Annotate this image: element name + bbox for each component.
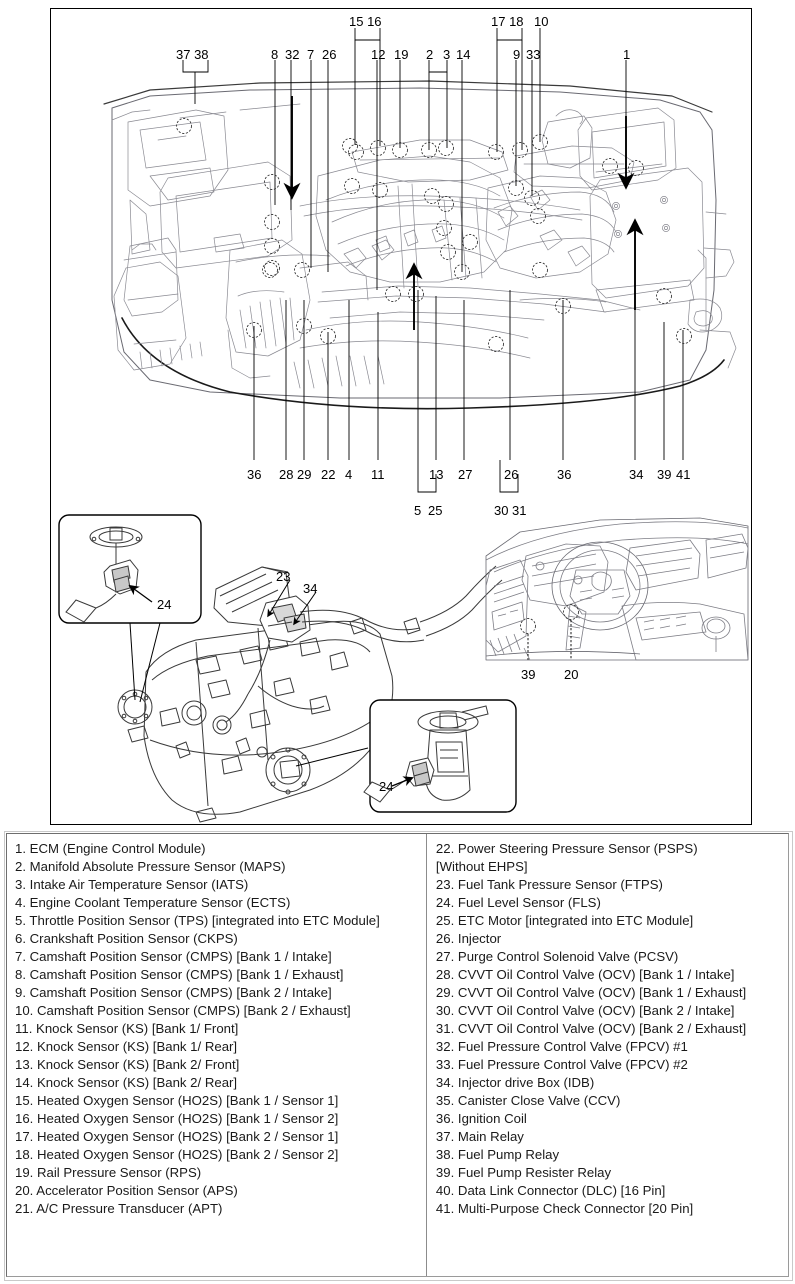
legend-item: 16. Heated Oxygen Sensor (HO2S) [Bank 1 / Sensor 2] (15, 1111, 339, 1126)
callout-26-top: 26 (322, 47, 337, 62)
callout-24-left: 24 (157, 597, 172, 612)
legend-item: 4. Engine Coolant Temperature Sensor (ECTS) (15, 895, 291, 910)
callout-7: 7 (307, 47, 315, 62)
legend-item: 35. Canister Close Valve (CCV) (435, 1093, 621, 1108)
callout-3: 3 (443, 47, 451, 62)
callout-9: 9 (513, 47, 521, 62)
callout-32: 32 (285, 47, 300, 62)
legend-item: 18. Heated Oxygen Sensor (HO2S) [Bank 2 / Sensor 2] (15, 1147, 339, 1162)
callout-37-38: 37 38 (176, 47, 209, 62)
legend-item: 32. Fuel Pressure Control Valve (FPCV) #1 (435, 1039, 688, 1054)
legend-item: 24. Fuel Level Sensor (FLS) (435, 895, 601, 910)
legend-item: 13. Knock Sensor (KS) [Bank 2/ Front] (15, 1057, 240, 1072)
callout-14: 14 (456, 47, 471, 62)
legend-item: 39. Fuel Pump Resister Relay (435, 1165, 612, 1180)
legend-item: 30. CVVT Oil Control Valve (OCV) [Bank 2 / Intake] (435, 1003, 735, 1018)
legend-item: 38. Fuel Pump Relay (435, 1147, 560, 1162)
callout-36-left: 36 (247, 467, 262, 482)
callout-33: 33 (526, 47, 541, 62)
legend-item: 23. Fuel Tank Pressure Sensor (FTPS) (435, 877, 663, 892)
legend-item: 9. Camshaft Position Sensor (CMPS) [Bank 2 / Intake] (15, 985, 332, 1000)
callout-20: 20 (564, 667, 579, 682)
callout-36-right: 36 (557, 467, 572, 482)
callout-1: 1 (623, 47, 631, 62)
legend-item: 5. Throttle Position Sensor (TPS) [integrated into ETC Module] (15, 913, 380, 928)
callout-41: 41 (676, 467, 691, 482)
callout-39-interior: 39 (521, 667, 536, 682)
callout-39-engine: 39 (657, 467, 672, 482)
legend-item: 27. Purge Control Solenoid Valve (PCSV) (435, 949, 679, 964)
callout-23: 23 (276, 569, 291, 584)
legend-column-left (7, 834, 427, 1276)
legend-item: 11. Knock Sensor (KS) [Bank 1/ Front] (15, 1021, 239, 1036)
callout-10: 10 (534, 14, 549, 29)
callout-24-right: 24 (379, 779, 394, 794)
legend-item: 25. ETC Motor [integrated into ETC Module] (435, 913, 694, 928)
legend-item: 29. CVVT Oil Control Valve (OCV) [Bank 1 / Exhaust] (435, 985, 747, 1000)
callout-8: 8 (271, 47, 279, 62)
callout-34-engine: 34 (629, 467, 644, 482)
legend-item: 20. Accelerator Position Sensor (APS) (15, 1183, 238, 1198)
legend-item: 8. Camshaft Position Sensor (CMPS) [Bank 1 / Exhaust] (15, 967, 344, 982)
legend-item: 22. Power Steering Pressure Sensor (PSPS) (435, 841, 698, 856)
legend-item: 36. Ignition Coil (435, 1111, 527, 1126)
callout-12: 12 (371, 47, 386, 62)
legend-item: 15. Heated Oxygen Sensor (HO2S) [Bank 1 / Sensor 1] (15, 1093, 339, 1108)
legend-column-right (427, 834, 788, 1276)
callout-5: 5 (414, 503, 422, 518)
legend-item: 21. A/C Pressure Transducer (APT) (15, 1201, 223, 1216)
legend-item-note: [Without EHPS] (435, 859, 528, 874)
callout-27: 27 (458, 467, 473, 482)
legend-item: 14. Knock Sensor (KS) [Bank 2/ Rear] (15, 1075, 238, 1090)
callout-22: 22 (321, 467, 336, 482)
callout-13: 13 (429, 467, 444, 482)
component-legend-table (6, 833, 789, 1277)
callout-28: 28 (279, 467, 294, 482)
callout-29: 29 (297, 467, 312, 482)
legend-item: 41. Multi-Purpose Check Connector [20 Pin] (435, 1201, 694, 1216)
callout-34-fuel: 34 (303, 581, 318, 596)
callout-17-18: 17 18 (491, 14, 524, 29)
legend-item: 31. CVVT Oil Control Valve (OCV) [Bank 2 / Exhaust] (435, 1021, 747, 1036)
legend-item: 34. Injector drive Box (IDB) (435, 1075, 595, 1090)
legend-item: 3. Intake Air Temperature Sensor (IATS) (15, 877, 249, 892)
callout-2: 2 (426, 47, 434, 62)
legend-item: 19. Rail Pressure Sensor (RPS) (15, 1165, 202, 1180)
callout-4: 4 (345, 467, 353, 482)
legend-item: 7. Camshaft Position Sensor (CMPS) [Bank 1 / Intake] (15, 949, 332, 964)
legend-item: 28. CVVT Oil Control Valve (OCV) [Bank 1 / Intake] (435, 967, 735, 982)
legend-item: 26. Injector (435, 931, 502, 946)
callout-26-bottom: 26 (504, 467, 519, 482)
legend-item: 1. ECM (Engine Control Module) (15, 841, 206, 856)
legend-item: 40. Data Link Connector (DLC) [16 Pin] (435, 1183, 666, 1198)
callout-25: 25 (428, 503, 443, 518)
legend-item: 17. Heated Oxygen Sensor (HO2S) [Bank 2 / Sensor 1] (15, 1129, 339, 1144)
callout-19: 19 (394, 47, 409, 62)
legend-item: 2. Manifold Absolute Pressure Sensor (MAPS) (15, 859, 286, 874)
callout-11: 11 (371, 467, 385, 482)
legend-item: 10. Camshaft Position Sensor (CMPS) [Bank 2 / Exhaust] (15, 1003, 351, 1018)
callout-30: 30 (494, 503, 509, 518)
legend-item: 6. Crankshaft Position Sensor (CKPS) (15, 931, 238, 946)
legend-item: 37. Main Relay (435, 1129, 524, 1144)
legend-item: 12. Knock Sensor (KS) [Bank 1/ Rear] (15, 1039, 238, 1054)
callout-15-16: 15 16 (349, 14, 382, 29)
callout-31: 31 (512, 503, 527, 518)
legend-item: 33. Fuel Pressure Control Valve (FPCV) #2 (435, 1057, 688, 1072)
